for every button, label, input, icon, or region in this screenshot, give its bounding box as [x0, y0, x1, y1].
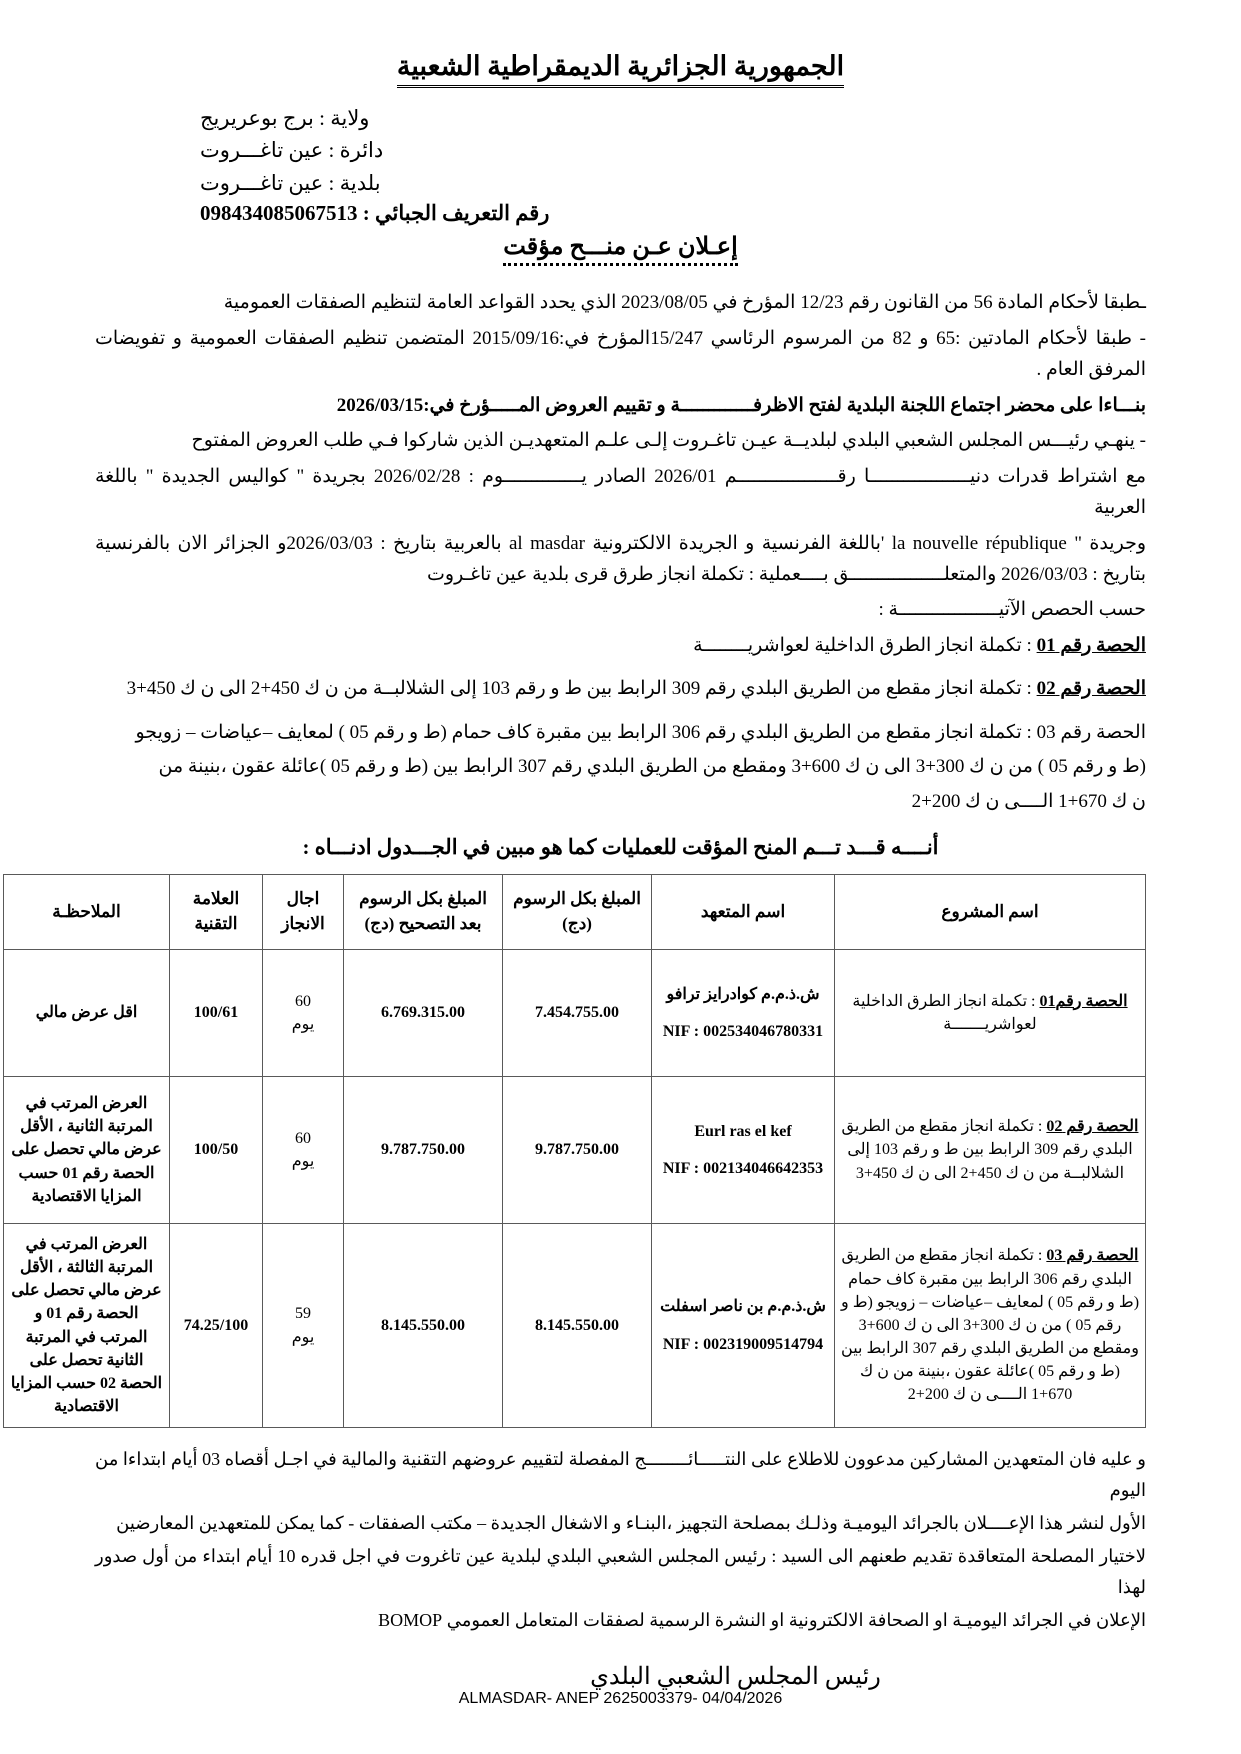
notice-to-bidders: - ينهـي رئيـــس المجلس الشعبي البلدي لبلديــة عيـن تاغـروت إلـى علـم المتعهديـن الذين شاركوا فـي طلب العروض المفتوح — [191, 430, 1146, 452]
delay-value-3: 59 — [295, 1305, 311, 1323]
cell-lot-label-3: الحصة رقم 03 — [1046, 1247, 1139, 1265]
table-header — [4, 875, 1146, 950]
table-header-row — [4, 875, 1146, 950]
delay-unit-3: يوم — [291, 1328, 315, 1346]
tax-identification-number: رقم التعريف الجبائي : 098434085067513 — [200, 201, 550, 226]
lot-description-2 — [95, 674, 1146, 704]
bidder-name-2: Eurl ras el kef — [694, 1122, 792, 1140]
cell-lot-label-1: الحصة رقم01 — [1039, 992, 1128, 1010]
lot-text-3: : تكملة انجاز مقطع من الطريق البلدي رقم 306 الرابط بين مقبرة كاف حمام (ط و رقم 05 ) لمعايف –عياضات – زويجو — [135, 721, 1037, 743]
cell-bidder-2 — [652, 1077, 835, 1224]
column-header-amount-corrected: المبلغ بكل الرسوم بعد التصحيح (دج) — [344, 875, 503, 950]
table-row — [4, 1077, 1146, 1224]
republic-title: الجمهورية الجزائرية الديمقراطية الشعبية — [397, 50, 844, 88]
table-row — [4, 950, 1146, 1077]
lot-3-continuation-line-2: ن ك 670+1 الــــى ن ك 200+2 — [911, 790, 1146, 812]
column-header-remark: الملاحظـة — [4, 875, 170, 950]
daira-line: دائرة : عين تاغـــروت — [200, 138, 384, 163]
cell-amount-1: 7.454.755.00 — [503, 950, 652, 1077]
bidder-nif-2: NIF : 002134046642353 — [662, 1160, 824, 1177]
legal-basis-law: ـطبقا لأحكام المادة 56 من القانون رقم 12/23 المؤرخ في 2023/08/05 الذي يحدد القواعد العامة لتنظيم الصفقات العمومية — [223, 292, 1146, 314]
cell-amount-2: 9.787.750.00 — [503, 1077, 652, 1224]
lot-label-3: الحصة رقم 03 — [1036, 721, 1146, 743]
cell-lot-label-2: الحصة رقم 02 — [1046, 1118, 1139, 1136]
lot-text-2: : تكملة انجاز مقطع من الطريق البلدي رقم 309 الرابط بين ط و رقم 103 إلى الشلالبــة من ن ك 450+2 الى ن ك 450+3 — [126, 678, 1037, 700]
cell-lot-text-3: : تكملة انجاز مقطع من الطريق البلدي رقم 306 الرابط بين مقبرة كاف حمام (ط و رقم 05 ) لمعايف –عياضات – زويجو (ط و رقم 05 ) من ن ك 300+3 الى ن ك 600+3 ومقطع من الطريق البلدي رقم 307 الرابط بين (ط و رقم 05 )عائلة عقون ،بنينة من ن ك 670+1 الــــى ن ك 200+2 — [840, 1247, 1140, 1404]
delay-value-1: 60 — [295, 992, 311, 1010]
lot-description-1 — [95, 631, 1146, 661]
lot-3-continuation-line-1: (ط و رقم 05 ) من ن ك 300+3 الى ن ك 600+3 ومقطع من الطريق البلدي رقم 307 الرابط بين (ط و رقم 05 )عائلة عقون ،بنينة من — [158, 756, 1146, 778]
cell-score-1: 100/61 — [170, 950, 263, 1077]
delay-unit-1: يوم — [291, 1016, 315, 1033]
closing-line-3: لاختيار المصلحة المتعاقدة تقديم طعنهم الى السيد : رئيس المجلس الشعبي البلدي لبلدية عين تاغروت في اجل قدره 10 أيام ابتداء من أول صدور لهذا — [95, 1545, 1146, 1597]
cell-remark-2: العرض المرتب في المرتبة الثانية ، الأقل عرض مالي تحصل على الحصة رقم 01 حسب المزايا الاقتصادية — [4, 1077, 170, 1224]
cell-project-1 — [835, 950, 1146, 1077]
cell-lot-text-2: : تكملة انجاز مقطع من الطريق البلدي رقم 309 الرابط بين ط و رقم 103 إلى الشلالبــة من ن ك 450+2 الى ن ك 450+3 — [841, 1118, 1133, 1182]
administrative-identity-block — [95, 102, 1146, 200]
republic-title-wrapper — [95, 50, 1146, 88]
lot-text-1: : تكملة انجاز الطرق الداخلية لعواشريــــــــة — [693, 635, 1037, 657]
tender-publication-arabic: مع اشتراط قدرات دنيــــــــــــــــــا رقــــــــــــــــــم 2026/01 الصادر يــــــــــــــوم : 2026/02/28 بجريدة " كواليس الجديدة " باللغة العربية — [95, 466, 1146, 518]
tender-publication-french: وجريدة " la nouvelle république 'باللغة الفرنسية و الجريدة الالكترونية al masdar بالعربية بتاريخ : 2026/03/03و الجزائر الان بالفرنسية بتاريخ : 2026/03/03 والمتعلـــــــــــــــــق بــــعملية : تكملة انجاز طرق قرى بلدية عين تاغـروت — [95, 532, 1146, 585]
column-header-project: اسم المشروع — [835, 875, 1146, 950]
bidder-nif-3: NIF : 002319009514794 — [662, 1335, 824, 1353]
lot-label-2: الحصة رقم 02 — [1036, 678, 1146, 700]
legal-basis-decree: - طبقا لأحكام المادتين :65 و 82 من المرسوم الرئاسي 15/247المؤرخ في:2015/09/16 المتضمن تنظيم الصفقات العمومية و تفويضات المرفق العام . — [95, 328, 1146, 380]
cell-remark-1: اقل عرض مالي — [4, 950, 170, 1077]
signature-president: رئيس المجلس الشعبي البلدي — [590, 1663, 881, 1690]
cell-project-2 — [835, 1077, 1146, 1224]
cell-amount-corrected-2: 9.787.750.00 — [344, 1077, 503, 1224]
column-header-bidder: اسم المتعهد — [652, 875, 835, 950]
footer-anep-reference: ALMASDAR- ANEP 2625003379- 04/04/2026 — [458, 1690, 783, 1707]
cell-delay-2 — [263, 1077, 344, 1224]
closing-line-4: الإعلان في الجرائد اليوميـة او الصحافة الالكترونية او النشرة الرسمية لصفقات المتعامل العمومي BOMOP — [378, 1609, 1146, 1630]
wilaya-line: ولاية : برج بوعريريج — [200, 105, 370, 130]
cell-lot-text-1: : تكملة انجاز الطرق الداخلية لعواشريـــــــة — [852, 992, 1040, 1033]
lot-description-3 — [95, 718, 1146, 748]
bidder-nif-1: NIF : 002534046780331 — [662, 1023, 824, 1040]
closing-line-2: الأول لنشر هذا الإعــــلان بالجرائد اليوميـة وذلـك بمصلحة التجهيز ،البنـاء و الاشغال الجديدة – مكتب الصفقات - كما يمكن للمتعهدين المعارضين — [116, 1512, 1146, 1533]
cell-amount-corrected-3: 8.145.550.00 — [344, 1224, 503, 1428]
cell-amount-3: 8.145.550.00 — [503, 1224, 652, 1428]
bidder-name-3: ش.ذ.م.م بن ناصر اسفلت — [660, 1298, 826, 1316]
cell-project-3 — [835, 1224, 1146, 1428]
lots-intro: حسب الحصص الآتيــــــــــــــــــة : — [878, 599, 1146, 621]
cell-score-2: 100/50 — [170, 1077, 263, 1224]
lot-label-1: الحصة رقم 01 — [1036, 635, 1146, 657]
baladia-line: بلدية : عين تاغـــروت — [200, 170, 381, 195]
cell-delay-1 — [263, 950, 344, 1077]
cell-amount-corrected-1: 6.769.315.00 — [344, 950, 503, 1077]
cell-bidder-3 — [652, 1224, 835, 1428]
cell-remark-3: العرض المرتب في المرتبة الثالثة ، الأقل عرض مالي تحصل على الحصة رقم 01 و المرتب في المرتبة الثانية تحصل على الحصة 02 حسب المزايا الاقتصادية — [4, 1224, 170, 1428]
table-row — [4, 1224, 1146, 1428]
cell-score-3: 74.25/100 — [170, 1224, 263, 1428]
table-body — [4, 950, 1146, 1428]
provisional-award-intro: أنــــه قـــد تـــم المنح المؤقت للعمليات كما هو مبين في الجـــدول ادنـــاه : — [302, 835, 939, 859]
cell-delay-3 — [263, 1224, 344, 1428]
commission-minutes-reference: بنـــاءا على محضر اجتماع اللجنة البلدية لفتح الاظرفـــــــــــــة و تقييم العروض المـــــؤرخ في:2026/03/15 — [336, 394, 1146, 416]
cell-bidder-1 — [652, 950, 835, 1077]
closing-line-1: و عليه فان المتعهدين المشاركين مدعوون للاطلاع على النتـــــائــــــــج المفصلة لتقييم عروضهم التقنية والمالية في اجـل أقصاه 03 أيام ابتداءا من اليوم — [95, 1449, 1147, 1500]
column-header-delay: اجال الانجاز — [263, 875, 344, 950]
provisional-award-table — [3, 874, 1146, 1428]
column-header-amount: المبلغ بكل الرسوم (دج) — [503, 875, 652, 950]
delay-unit-2: يوم — [291, 1153, 315, 1170]
delay-value-2: 60 — [295, 1129, 311, 1147]
announcement-title-wrapper — [95, 232, 1146, 266]
announcement-title: إعـلان عـن منـــح مؤقت — [503, 232, 738, 266]
column-header-technical-score: العلامة التقنية — [170, 875, 263, 950]
bidder-name-1: ش.ذ.م.م كوادرايز ترافو — [666, 985, 820, 1003]
